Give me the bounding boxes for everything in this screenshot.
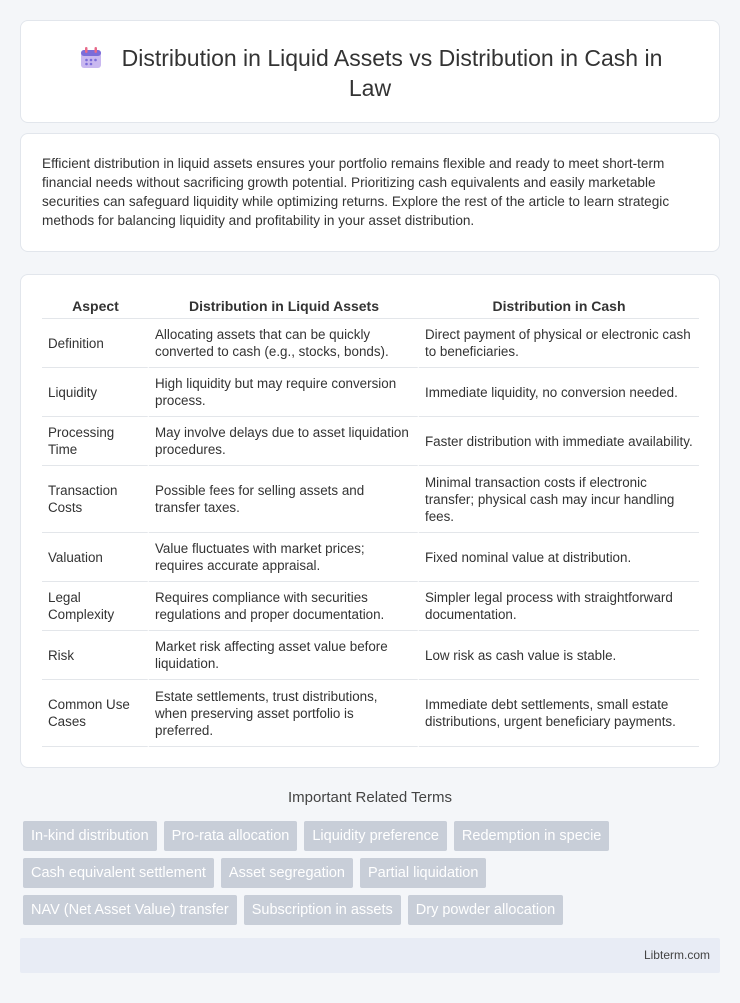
table-row [42, 319, 699, 368]
cell-liquid: High liquidity but may require conversion process. [149, 368, 419, 417]
related-terms-list [23, 821, 713, 932]
cell-cash: Minimal transaction costs if electronic transfer; physical cash may incur handling fees. [419, 466, 699, 533]
cell-cash: Faster distribution with immediate availability. [419, 417, 699, 466]
cell-cash: Immediate liquidity, no conversion needed. [419, 368, 699, 417]
cell-aspect: Risk [42, 631, 149, 680]
page-title-wrap [61, 43, 679, 103]
related-term-tag[interactable]: Pro-rata allocation [164, 821, 298, 851]
title-card [20, 20, 720, 123]
table-row [42, 466, 699, 533]
related-term-tag[interactable]: Liquidity preference [304, 821, 447, 851]
footer [20, 938, 720, 973]
cell-liquid: May involve delays due to asset liquidation procedures. [149, 417, 419, 466]
comparison-table [42, 296, 699, 747]
cell-aspect: Processing Time [42, 417, 149, 466]
cell-aspect: Definition [42, 319, 149, 368]
related-term-tag[interactable]: Redemption in specie [454, 821, 609, 851]
cell-cash: Simpler legal process with straightforward documentation. [419, 582, 699, 631]
related-terms-heading: Important Related Terms [288, 789, 452, 806]
cell-cash: Low risk as cash value is stable. [419, 631, 699, 680]
table-row [42, 631, 699, 680]
related-term-tag[interactable]: NAV (Net Asset Value) transfer [23, 895, 237, 925]
cell-aspect: Legal Complexity [42, 582, 149, 631]
table-row [42, 368, 699, 417]
related-term-tag[interactable]: Dry powder allocation [408, 895, 563, 925]
cell-liquid: Estate settlements, trust distributions, when preserving asset portfolio is preferred. [149, 680, 419, 747]
table-row [42, 417, 699, 466]
intro-card [20, 133, 720, 252]
header-liquid-assets: Distribution in Liquid Assets [149, 296, 419, 319]
intro-paragraph: Efficient distribution in liquid assets ensures your portfolio remains flexible and ready to meet short-term financial needs without sacrificing growth potential. Prioritizing cash equivalents and easily marketable securities can safeguard liquidity while optimizing returns. Explore the rest of the article to learn strategic methods for balancing liquidity and profitability in your asset distribution. [42, 156, 670, 228]
table-header-row [42, 296, 699, 319]
calendar-icon [78, 45, 104, 71]
cell-cash: Immediate debt settlements, small estate distributions, urgent beneficiary payments. [419, 680, 699, 747]
cell-aspect: Liquidity [42, 368, 149, 417]
cell-liquid: Value fluctuates with market prices; requires accurate appraisal. [149, 533, 419, 582]
header-cash: Distribution in Cash [419, 296, 699, 319]
related-term-tag[interactable]: Cash equivalent settlement [23, 858, 214, 888]
related-term-tag[interactable]: Subscription in assets [244, 895, 401, 925]
cell-liquid: Allocating assets that can be quickly converted to cash (e.g., stocks, bonds). [149, 319, 419, 368]
related-term-tag[interactable]: In-kind distribution [23, 821, 157, 851]
footer-site-link[interactable]: Libterm.com [643, 948, 710, 962]
table-row [42, 582, 699, 631]
table-row [42, 680, 699, 747]
tag-row [23, 895, 713, 925]
tag-row [23, 858, 713, 888]
cell-liquid: Requires compliance with securities regulations and proper documentation. [149, 582, 419, 631]
cell-liquid: Possible fees for selling assets and transfer taxes. [149, 466, 419, 533]
header-aspect: Aspect [42, 296, 149, 319]
cell-cash: Direct payment of physical or electronic cash to beneficiaries. [419, 319, 699, 368]
related-term-tag[interactable]: Asset segregation [221, 858, 353, 888]
table-row [42, 533, 699, 582]
cell-cash: Fixed nominal value at distribution. [419, 533, 699, 582]
page-title: Distribution in Liquid Assets vs Distribution in Cash in Law [121, 45, 663, 101]
cell-liquid: Market risk affecting asset value before liquidation. [149, 631, 419, 680]
comparison-card [20, 274, 720, 768]
cell-aspect: Common Use Cases [42, 680, 149, 747]
related-term-tag[interactable]: Partial liquidation [360, 858, 486, 888]
cell-aspect: Valuation [42, 533, 149, 582]
cell-aspect: Transaction Costs [42, 466, 149, 533]
tag-row [23, 821, 713, 851]
